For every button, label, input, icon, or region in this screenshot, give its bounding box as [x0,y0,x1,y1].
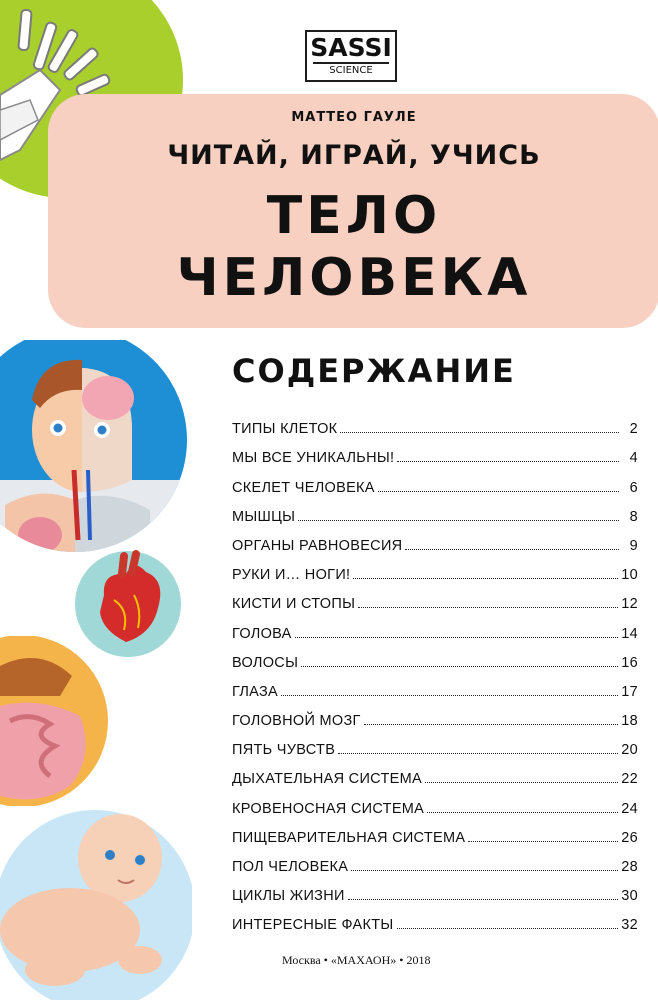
toc-leader-dots [281,695,618,696]
toc-item [232,875,638,904]
toc-leader-dots [468,841,618,842]
book-title-line1: ТЕЛО [266,186,442,246]
series-title: ЧИТАЙ, ИГРАЙ, УЧИСЬ [167,140,541,171]
toc-item-page: 2 [629,421,638,438]
toc-item [232,758,638,787]
toc-item-label: ЦИКЛЫ ЖИЗНИ [232,888,345,905]
toc-leader-dots [405,549,619,550]
toc-leader-dots [338,753,618,754]
toc-item-label: ВОЛОСЫ [232,654,299,671]
toc-leader-dots [298,520,619,521]
toc-item-label: КИСТИ И СТОПЫ [232,596,356,613]
toc-item [232,496,638,525]
toc-item-page: 28 [621,859,638,875]
toc-leader-dots [351,870,618,871]
toc-item [232,437,638,466]
toc-item-label: ДЫХАТЕЛЬНАЯ СИСТЕМА [232,771,422,788]
author-name: МАТТЕО ГАУЛЕ [291,110,417,125]
toc-item-label: ОРГАНЫ РАВНОВЕСИЯ [232,537,403,554]
toc-item-label: ГОЛОВНОЙ МОЗГ [232,713,361,730]
toc-leader-dots [397,461,619,462]
toc-item [232,583,638,612]
toc-item [232,642,638,671]
toc-leader-dots [425,782,618,783]
toc-item-page: 18 [621,713,638,730]
toc-leader-dots [427,812,618,813]
intestines-illustration [0,636,112,806]
toc-leader-dots [340,432,619,433]
toc-item-label: МЫШЦЫ [232,508,296,525]
toc-leader-dots [301,666,618,667]
toc-item-label: ТИПЫ КЛЕТОК [232,421,338,438]
toc-item-page: 6 [629,479,638,496]
toc-item-page: 9 [629,537,638,554]
toc-leader-dots [364,724,619,725]
toc-leader-dots [378,491,619,492]
toc-item-page: 10 [621,567,638,584]
toc-leader-dots [397,928,619,929]
toc-item-page: 17 [621,683,638,700]
toc-leader-dots [295,637,619,638]
toc-item-label: ПЯТЬ ЧУВСТВ [232,742,336,759]
toc-item [232,817,638,846]
toc-item-label: ГЛАЗА [232,683,278,700]
toc-item [232,466,638,495]
table-of-contents [232,408,638,933]
toc-item [232,846,638,875]
toc-item-page: 12 [621,596,638,613]
toc-item-label: ПИЩЕВАРИТЕЛЬНАЯ СИСТЕМА [232,829,466,846]
toc-item-label: ПОЛ ЧЕЛОВЕКА [232,859,349,875]
toc-item [232,554,638,583]
head-anatomy-illustration [0,340,190,560]
toc-item [232,700,638,729]
logo-line1: SASSI [310,33,392,62]
toc-item-label: МЫ ВСЕ УНИКАЛЬНЫ! [232,450,395,467]
publisher-logo [305,30,397,82]
toc-item-page: 32 [621,917,638,934]
toc-leader-dots [348,899,619,900]
toc-item-page: 20 [621,742,638,759]
toc-item-page: 14 [621,625,638,642]
toc-item-page: 30 [621,888,638,905]
toc-item-page: 8 [629,508,638,525]
toc-item-page: 16 [621,654,638,671]
toc-item [232,612,638,641]
toc-item-label: ГОЛОВА [232,625,292,642]
toc-leader-dots [353,578,618,579]
toc-item-page: 4 [629,450,638,467]
baby-illustration [0,800,192,1000]
toc-item [232,408,638,437]
toc-leader-dots [358,607,618,608]
toc-item-page: 24 [621,800,638,817]
publisher-footer: Москва • «МАХАОН» • 2018 [282,953,431,967]
book-title-line2: ЧЕЛОВЕКА [176,248,532,308]
toc-item [232,904,638,933]
toc-item-label: ИНТЕРЕСНЫЕ ФАКТЫ [232,917,394,934]
toc-item-label: СКЕЛЕТ ЧЕЛОВЕКА [232,479,375,496]
toc-item [232,787,638,816]
toc-item [232,525,638,554]
toc-item-label: РУКИ И… НОГИ! [232,567,351,584]
toc-item [232,671,638,700]
toc-item-page: 22 [621,771,638,788]
toc-item-page: 26 [621,829,638,846]
logo-line2: SCIENCE [313,62,389,76]
toc-heading: СОДЕРЖАНИЕ [232,352,516,390]
toc-item-label: КРОВЕНОСНАЯ СИСТЕМА [232,800,425,817]
toc-item [232,729,638,758]
